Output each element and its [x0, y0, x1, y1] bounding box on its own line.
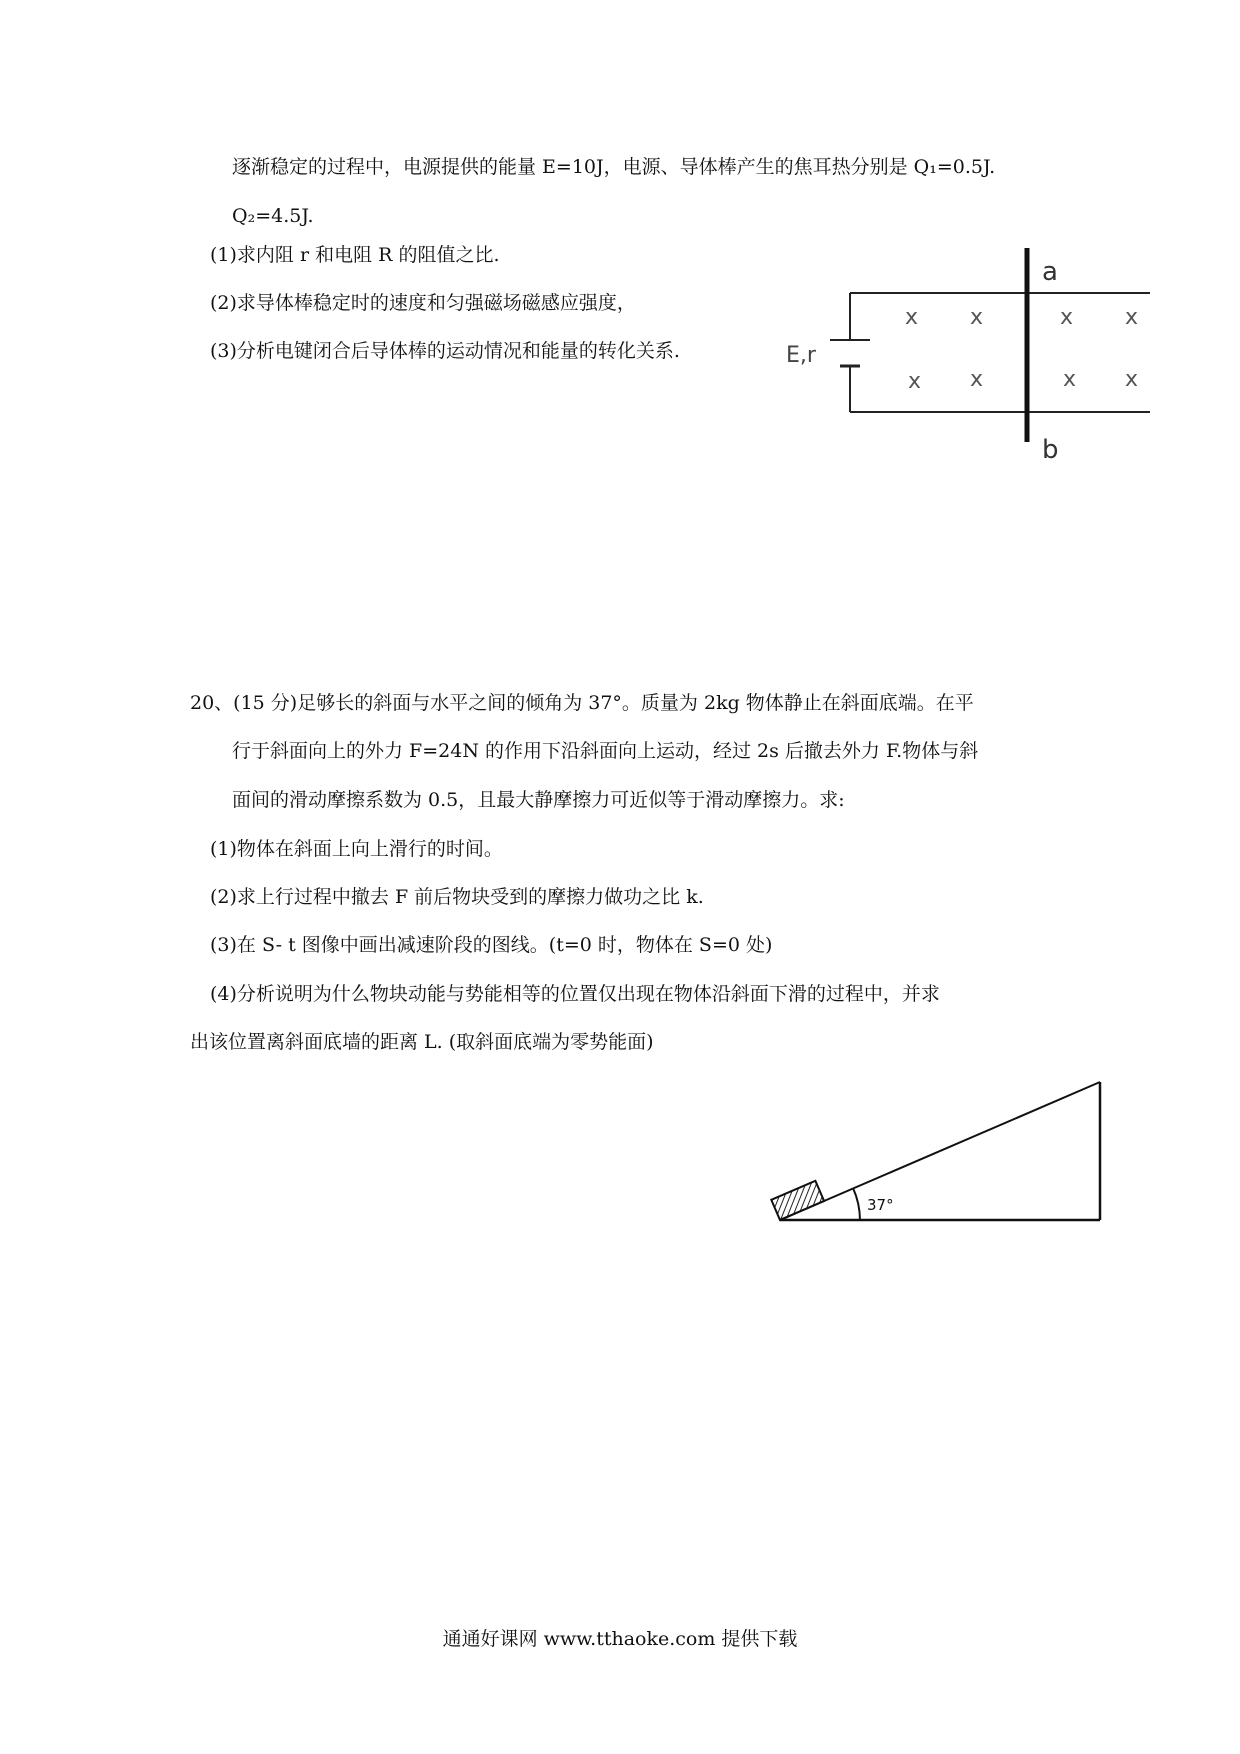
q19-text-line1: 逐渐稳定的过程中，电源提供的能量 E=10J，电源、导体棒产生的焦耳热分别是 Q₁=0.5J. [232, 156, 996, 178]
q20-sub2: (2)求上行过程中撤去 F 前后物块受到的摩擦力做功之比 k. [210, 886, 704, 908]
incline-slope [780, 1082, 1100, 1220]
block [771, 1181, 824, 1220]
angle-label: 37° [867, 1196, 894, 1214]
q20-incline-figure [760, 1070, 1120, 1240]
q19-sub3: (3)分析电键闭合后导体棒的运动情况和能量的转化关系. [210, 340, 680, 362]
q20-sub3: (3)在 S- t 图像中画出减速阶段的图线。(t=0 时，物体在 S=0 处) [210, 934, 773, 956]
field-x: x [970, 367, 984, 392]
page-footer: 通通好课网 www.tthaoke.com 提供下载 [442, 1628, 798, 1650]
q20-sub4-line1: (4)分析说明为什么物块动能与势能相等的位置仅出现在物体沿斜面下滑的过程中，并求 [210, 983, 940, 1005]
q19-circuit-figure [780, 240, 1160, 470]
field-x: x [908, 369, 922, 394]
q19-sub2: (2)求导体棒稳定时的速度和匀强磁场磁感应强度， [210, 292, 636, 314]
angle-arc [853, 1188, 860, 1220]
q19-sub1: (1)求内阻 r 和电阻 R 的阻值之比. [210, 244, 500, 266]
label-a: a [1042, 257, 1058, 287]
q20-line1: 20、(15 分)足够长的斜面与水平之间的倾角为 37°。质量为 2kg 物体静止在斜面底端。在平 [190, 692, 974, 714]
field-x: x [1125, 305, 1139, 330]
source-label: E,r [786, 343, 816, 368]
field-x: x [1060, 305, 1074, 330]
q20-line3: 面间的滑动摩擦系数为 0.5，且最大静摩擦力可近似等于滑动摩擦力。求: [232, 789, 845, 811]
q20-sub1: (1)物体在斜面上向上滑行的时间。 [210, 838, 503, 860]
field-x: x [1125, 367, 1139, 392]
label-b: b [1042, 435, 1059, 465]
field-x: x [905, 305, 919, 330]
q19-text-line2: Q₂=4.5J. [232, 205, 314, 227]
magnetic-field-marks [905, 305, 1138, 394]
q20-sub4-line2: 出该位置离斜面底墙的距离 L. (取斜面底端为零势能面) [190, 1031, 654, 1053]
field-x: x [970, 305, 984, 330]
field-x: x [1063, 367, 1077, 392]
q20-line2: 行于斜面向上的外力 F=24N 的作用下沿斜面向上运动，经过 2s 后撤去外力 F.物体与斜 [232, 740, 979, 762]
